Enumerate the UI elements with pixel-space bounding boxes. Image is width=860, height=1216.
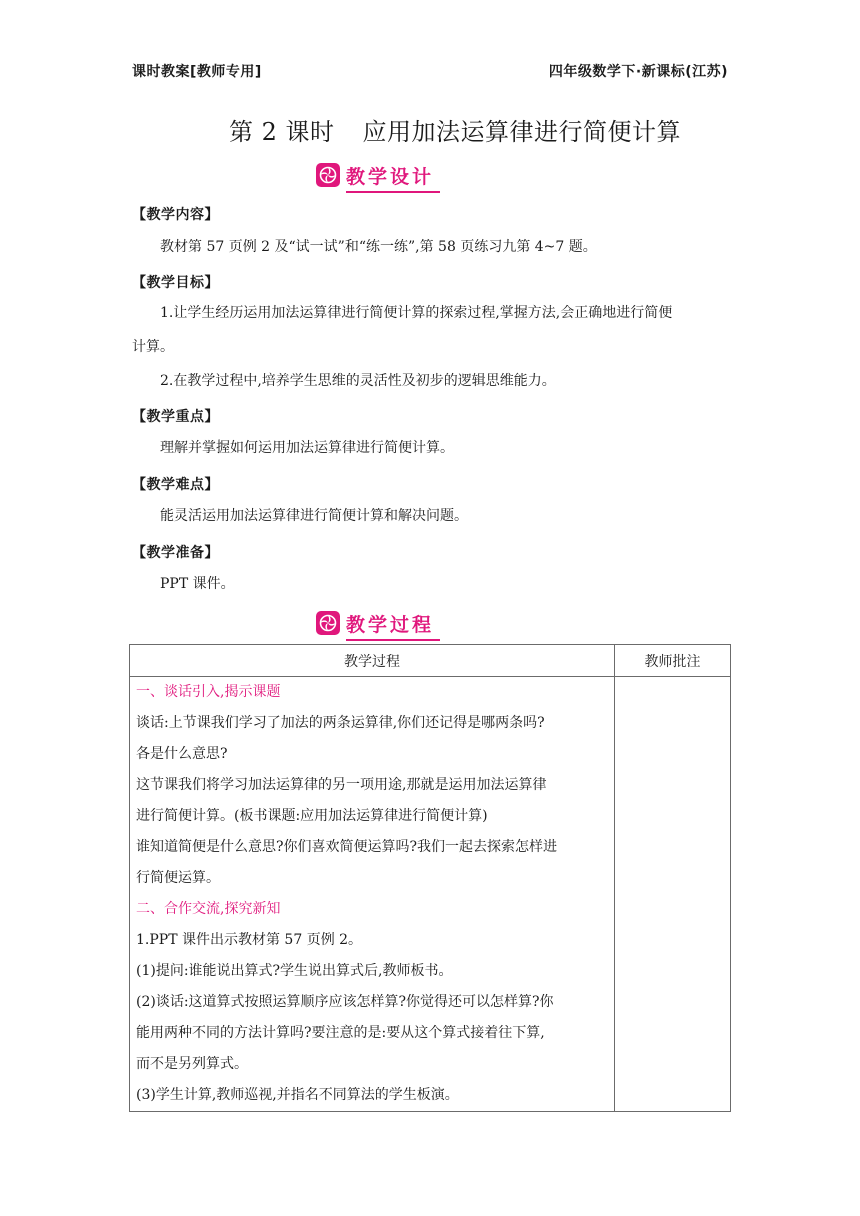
text-line: 行简便运算。 (136, 870, 220, 886)
process-cell (130, 677, 615, 1112)
teaching-process-badge (316, 608, 434, 638)
text-line: 各是什么意思? (136, 746, 228, 762)
goals-heading: 【教学目标】 (132, 275, 219, 291)
difficulty-heading: 【教学难点】 (132, 477, 219, 493)
goal-1-line-1: 1.让学生经历运用加法运算律进行简便计算的探索过程,掌握方法,会正确地进行简便 (160, 305, 673, 321)
text-line: (3)学生计算,教师巡视,并指名不同算法的学生板演。 (136, 1087, 459, 1103)
pinwheel-icon (316, 611, 340, 635)
text-line: 能用两种不同的方法计算吗?要注意的是:要从这个算式接着往下算, (136, 1025, 545, 1041)
page-title (0, 112, 860, 147)
pinwheel-icon (316, 163, 340, 187)
badge-underline (346, 639, 440, 641)
content-heading: 【教学内容】 (132, 207, 219, 223)
preparation-heading: 【教学准备】 (132, 545, 219, 561)
text-line: 而不是另列算式。 (136, 1056, 248, 1072)
text-line: 1.PPT 课件出示教材第 57 页例 2。 (136, 932, 363, 948)
content-text: 教材第 57 页例 2 及“试一试”和“练一练”,第 58 页练习九第 4~7 题。 (160, 239, 597, 255)
table-header-row (130, 645, 731, 677)
lesson-topic: 应用加法运算律进行简便计算 (362, 118, 682, 146)
badge-label: 教学过程 (346, 613, 435, 636)
difficulty-text: 能灵活运用加法运算律进行简便计算和解决问题。 (160, 508, 468, 524)
col-header-notes: 教师批注 (615, 645, 731, 677)
badge-underline (346, 191, 440, 193)
teaching-process-table (129, 644, 731, 1112)
goal-2: 2.在教学过程中,培养学生思维的灵活性及初步的逻辑思维能力。 (160, 373, 556, 389)
preparation-text: PPT 课件。 (160, 576, 235, 592)
text-line: 这节课我们将学习加法运算律的另一项用途,那就是运用加法运算律 (136, 777, 547, 793)
header-right-label: 四年级数学下·新课标(江苏) (548, 64, 728, 80)
teacher-notes-cell (615, 677, 731, 1112)
badge-label: 教学设计 (346, 165, 435, 188)
text-line: (1)提问:谁能说出算式?学生说出算式后,教师板书。 (136, 963, 453, 979)
table-row (130, 677, 731, 1112)
text-line: (2)谈话:这道算式按照运算顺序应该怎样算?你觉得还可以怎样算?你 (136, 994, 554, 1010)
text-line: 谈话:上节课我们学习了加法的两条运算律,你们还记得是哪两条吗? (136, 715, 545, 731)
header-left-label: 课时教案[教师专用] (132, 64, 262, 80)
text-line: 谁知道简便是什么意思?你们喜欢简便运算吗?我们一起去探索怎样进 (136, 839, 558, 855)
lesson-number: 第 2 课时 (228, 118, 335, 146)
text-line: 进行简便计算。(板书课题:应用加法运算律进行简便计算) (136, 808, 488, 824)
section-title-intro: 一、谈话引入,揭示课题 (136, 684, 281, 700)
teaching-design-badge (316, 160, 434, 190)
key-points-heading: 【教学重点】 (132, 409, 219, 425)
key-points-text: 理解并掌握如何运用加法运算律进行简便计算。 (160, 440, 454, 456)
section-title-explore: 二、合作交流,探究新知 (136, 901, 281, 917)
col-header-process: 教学过程 (130, 645, 615, 677)
goal-1-line-2: 计算。 (132, 339, 174, 355)
